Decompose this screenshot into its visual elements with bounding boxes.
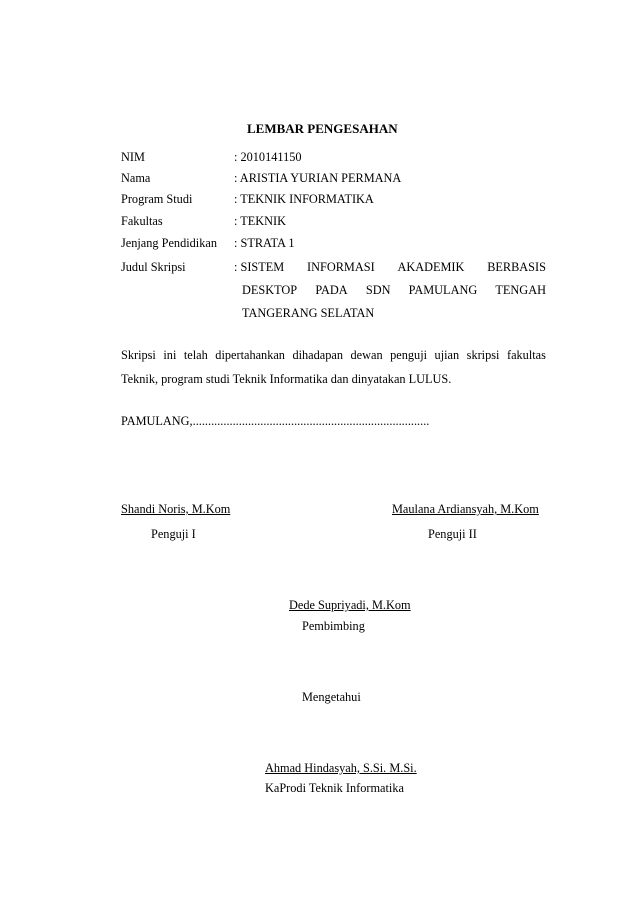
statement-word: dewan: [350, 348, 383, 362]
thesis-word: TENGAH: [495, 283, 546, 297]
field-value-nim: : 2010141150: [234, 150, 302, 164]
examiner-2-role: Penguji II: [428, 527, 477, 541]
statement-line-2: Teknik, program studi Teknik Informatika dan dinyatakan LULUS.: [121, 372, 452, 386]
statement-word: dihadapan: [292, 348, 344, 362]
thesis-word: : SISTEM: [234, 260, 285, 274]
field-label-program-studi: Program Studi: [121, 192, 193, 206]
head-of-program-name: Ahmad Hindasyah, S.Si. M.Si.: [265, 761, 417, 775]
statement-line-1: [121, 348, 546, 362]
thesis-title-line-2: [242, 283, 546, 297]
field-value-fakultas: : TEKNIK: [234, 214, 287, 228]
thesis-word: INFORMASI: [307, 260, 375, 274]
thesis-word: AKADEMIK: [397, 260, 465, 274]
examiner-1-name: Shandi Noris, M.Kom: [121, 502, 231, 516]
statement-word: penguji: [390, 348, 428, 362]
thesis-title-line-3: TANGERANG SELATAN: [242, 306, 375, 320]
statement-word: dipertahankan: [215, 348, 285, 362]
thesis-word: PADA: [315, 283, 348, 297]
thesis-title-line-1: [234, 260, 546, 274]
field-value-jenjang: : STRATA 1: [234, 236, 295, 250]
statement-word: Skripsi: [121, 348, 156, 362]
acknowledged-label: Mengetahui: [302, 690, 361, 704]
statement-word: skripsi: [466, 348, 500, 362]
page-title: LEMBAR PENGESAHAN: [247, 121, 398, 136]
statement-word: fakultas: [506, 348, 546, 362]
supervisor-role: Pembimbing: [302, 619, 365, 633]
supervisor-name: Dede Supriyadi, M.Kom: [289, 598, 411, 612]
field-label-nim: NIM: [121, 150, 145, 164]
field-label-fakultas: Fakultas: [121, 214, 163, 228]
thesis-word: SDN: [365, 283, 391, 297]
field-label-nama: Nama: [121, 171, 151, 185]
place-date-line: PAMULANG,.............................................................................: [121, 414, 430, 428]
field-label-jenjang: Jenjang Pendidikan: [121, 236, 217, 250]
thesis-word: PAMULANG: [408, 283, 478, 297]
examiner-2-name: Maulana Ardiansyah, M.Kom: [392, 502, 539, 516]
field-value-nama: : ARISTIA YURIAN PERMANA: [234, 171, 402, 185]
thesis-word: BERBASIS: [487, 260, 546, 274]
statement-word: telah: [183, 348, 208, 362]
head-of-program-role: KaProdi Teknik Informatika: [265, 781, 404, 795]
examiner-1-role: Penguji I: [151, 527, 196, 541]
statement-word: ujian: [434, 348, 460, 362]
statement-word: ini: [163, 348, 177, 362]
field-label-judul-skripsi: Judul Skripsi: [121, 260, 186, 274]
field-value-program-studi: : TEKNIK INFORMATIKA: [234, 192, 374, 206]
thesis-word: DESKTOP: [242, 283, 298, 297]
